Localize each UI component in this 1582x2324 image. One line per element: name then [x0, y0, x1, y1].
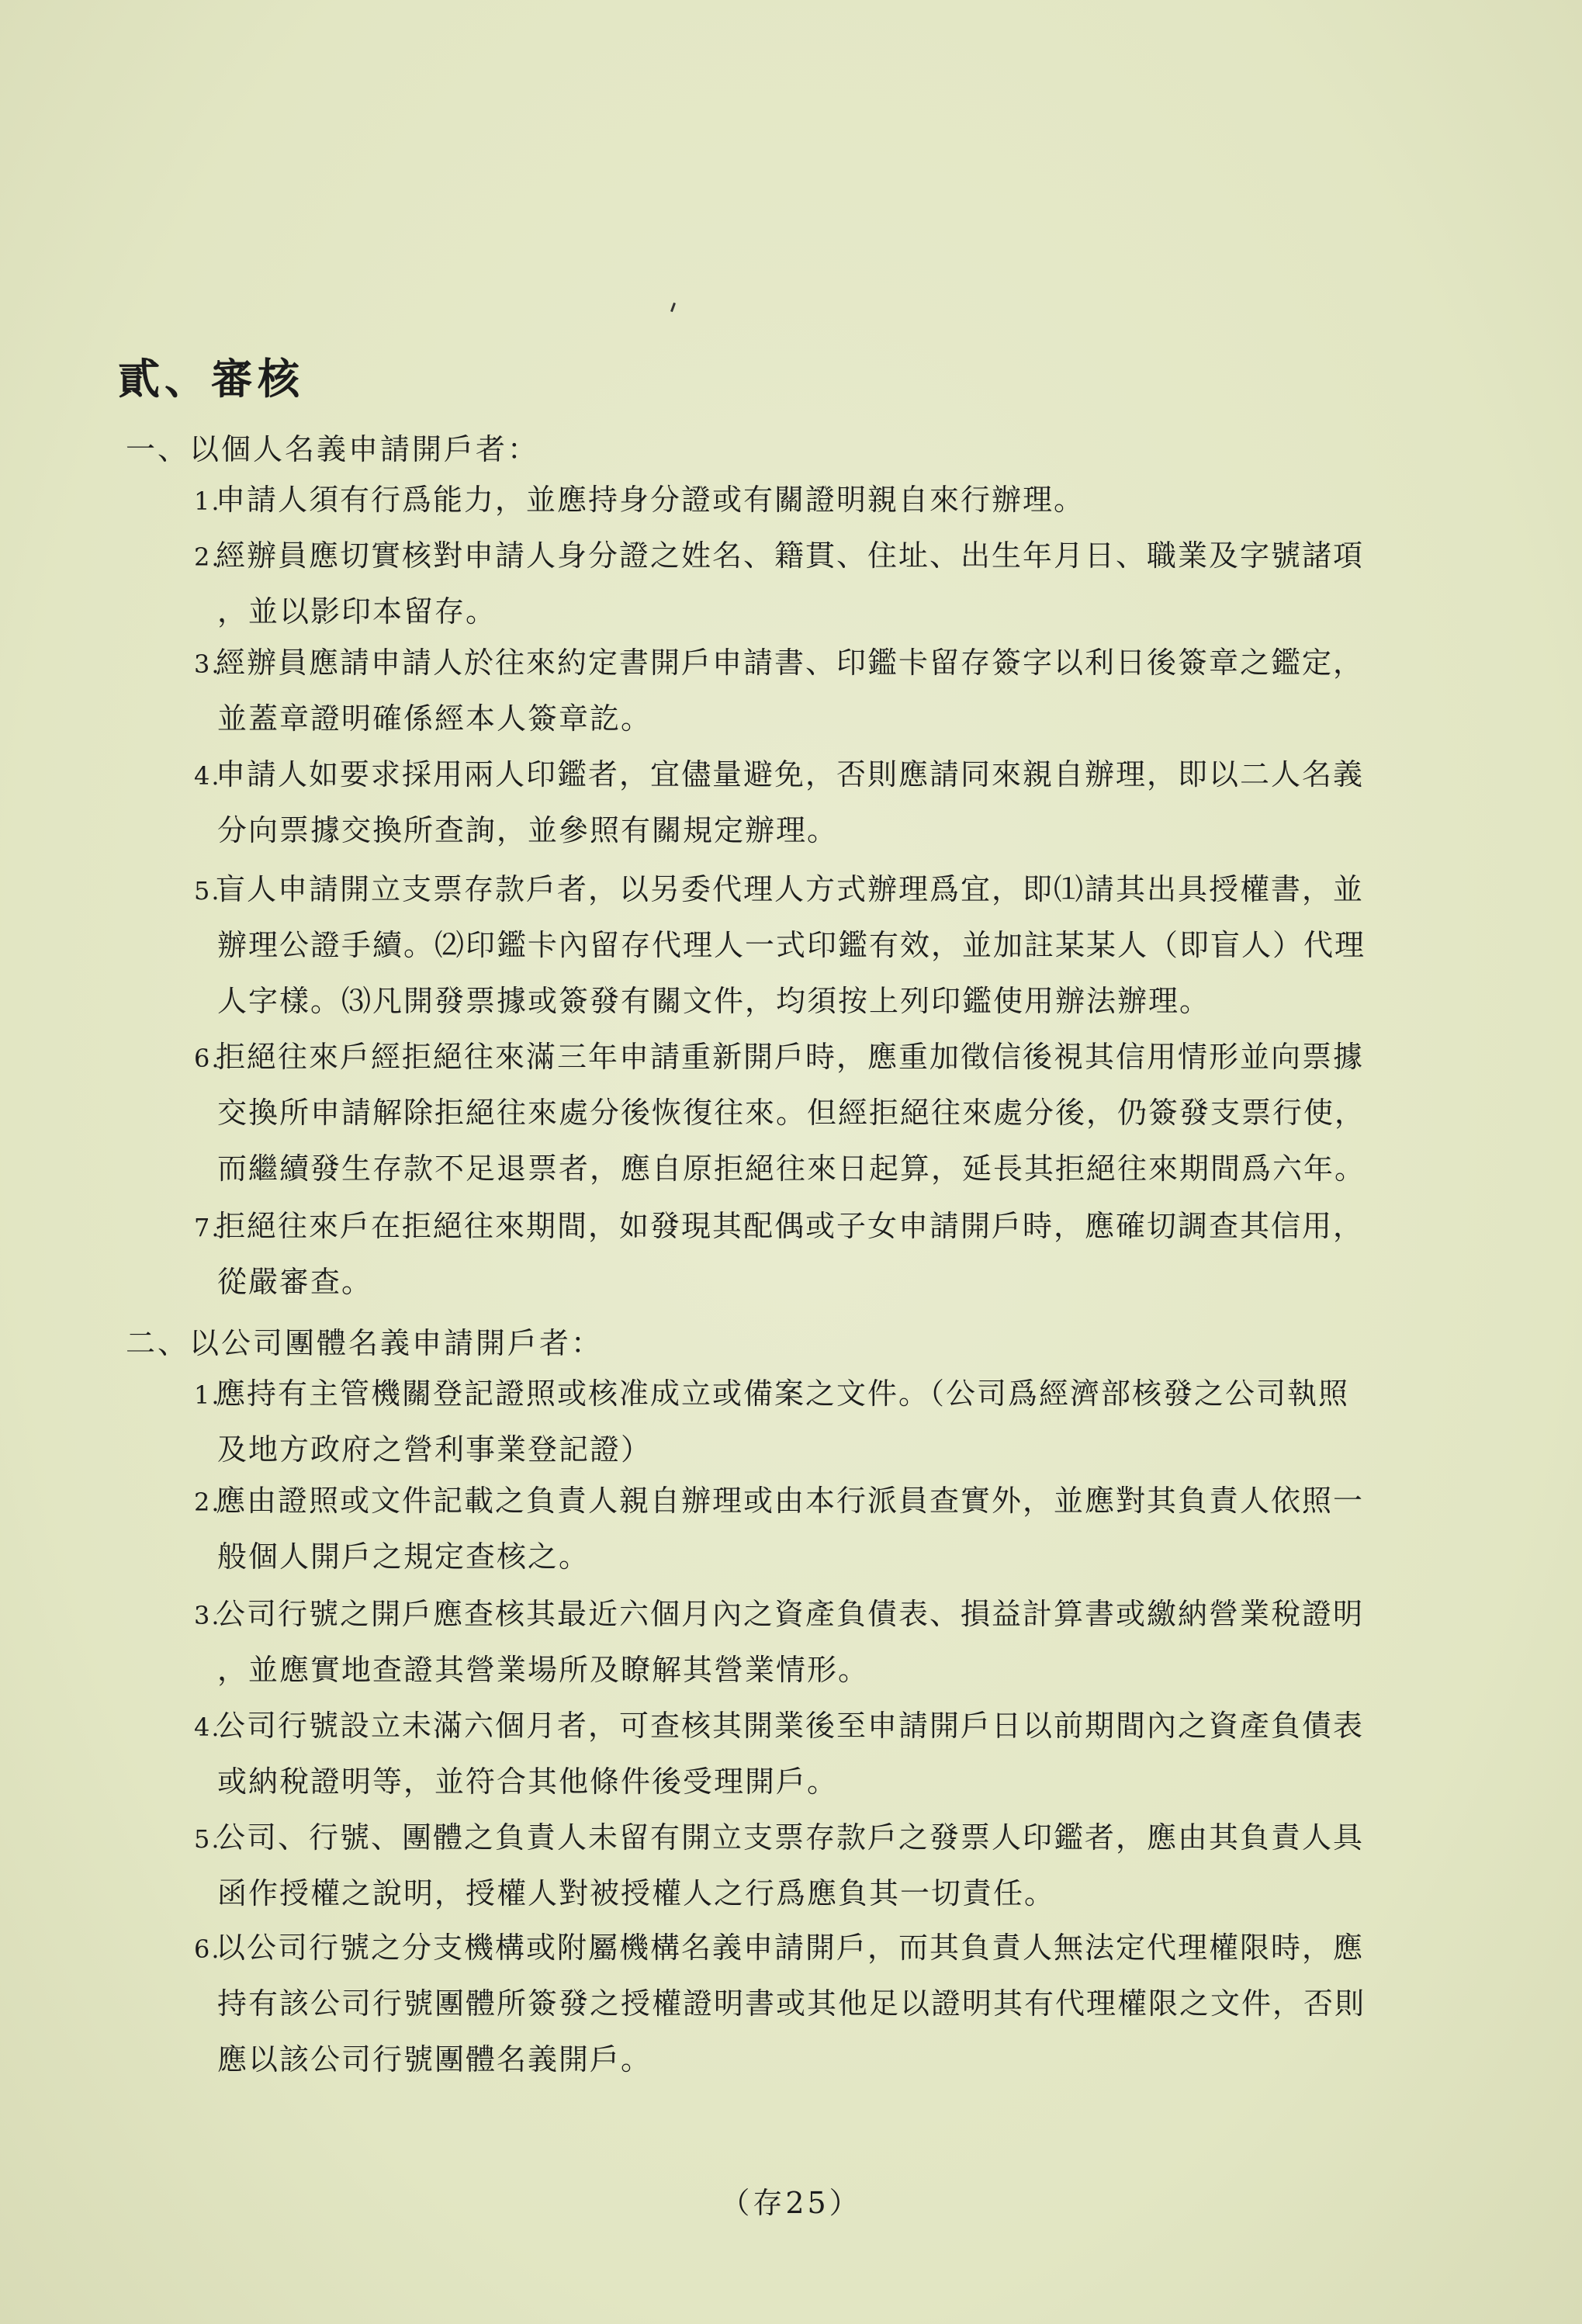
- item-number: 1.: [194, 1380, 221, 1410]
- list-item-line: [194, 1473, 1420, 1529]
- item-number: 6.: [194, 1934, 221, 1964]
- page-title: 貳、審核: [118, 355, 304, 403]
- section-1-item-4: [194, 746, 1420, 858]
- section-2-item-1: [194, 1366, 1420, 1477]
- list-item-line: [194, 635, 1420, 691]
- list-item-line: 或納稅證明等，並符合其他條件後受理開戶。: [217, 1765, 839, 1799]
- item-text: 申請人須有行爲能力，並應持身分證或有關證明親自來行辦理。: [216, 483, 1085, 517]
- list-item-line: 分向票據交換所查詢，並參照有關規定辦理。: [217, 813, 839, 847]
- section-2-item-4: [194, 1698, 1420, 1810]
- list-item-line: [194, 472, 1420, 528]
- item-text: 公司、行號、團體之負責人未留有開立支票存款戶之發票人印鑑者，應由其負責人具: [216, 1820, 1365, 1855]
- item-number: 4.: [194, 1713, 221, 1742]
- list-item-line: ，並應實地查證其營業場所及瞭解其營業情形。: [217, 1653, 870, 1687]
- section-1-item-1: [194, 472, 1420, 528]
- list-item-line: 持有該公司行號團體所簽發之授權證明書或其他足以證明其有代理權限之文件，否則: [217, 1986, 1366, 2021]
- item-text: 應由證照或文件記載之負責人親自辦理或由本行派員查實外，並應對其負責人依照一: [216, 1484, 1365, 1518]
- list-item-line: [194, 861, 1420, 917]
- list-item-line: [194, 1698, 1420, 1754]
- section-1-heading: 一、以個人名義申請開戶者：: [126, 432, 540, 466]
- section-1-item-6: [194, 1029, 1420, 1197]
- list-item-line: ，並以影印本留存。: [217, 594, 497, 629]
- item-text: 盲人申請開立支票存款戶者，以另委代理人方式辦理爲宜，即⑴請其出具授權書，並: [216, 872, 1365, 906]
- list-item-line: 從嚴審查。: [217, 1265, 373, 1299]
- section-2-item-3: [194, 1586, 1420, 1698]
- item-number: 6.: [194, 1044, 221, 1073]
- section-1-item-7: [194, 1198, 1420, 1310]
- list-item-line: 交換所申請解除拒絕往來處分後恢復往來。但經拒絕往來處分後，仍簽發支票行使，: [217, 1096, 1366, 1130]
- item-text: 拒絕往來戶在拒絕往來期間，如發現其配偶或子女申請開戶時，應確切調查其信用，: [216, 1209, 1365, 1243]
- item-number: 7.: [194, 1213, 221, 1242]
- list-item-line: [194, 746, 1420, 802]
- section-2-heading: 二、以公司團體名義申請開戶者：: [126, 1326, 604, 1360]
- item-text: 公司行號之開戶應查核其最近六個月內之資產負債表、損益計算書或繳納營業稅證明: [216, 1597, 1365, 1631]
- list-item-line: 及地方政府之營利事業登記證）: [217, 1432, 653, 1467]
- item-text: 經辦員應請申請人於往來約定書開戶申請書、印鑑卡留存簽字以利日後簽章之鑑定，: [216, 646, 1365, 680]
- list-item-line: 並蓋章證明確係經本人簽章訖。: [217, 701, 653, 736]
- ink-speck: [670, 303, 676, 312]
- page-number: （存25）: [720, 2186, 862, 2220]
- item-text: 經辦員應切實核對申請人身分證之姓名、籍貫、住址、出生年月日、職業及字號諸項: [216, 539, 1365, 573]
- section-1-item-3: [194, 635, 1420, 746]
- list-item-line: 般個人開戶之規定查核之。: [217, 1540, 590, 1574]
- list-item-line: [194, 1920, 1420, 1976]
- item-number: 3.: [194, 1601, 221, 1630]
- item-number: 5.: [194, 876, 221, 906]
- item-number: 5.: [194, 1824, 221, 1854]
- item-text: 公司行號設立未滿六個月者，可查核其開業後至申請開戶日以前期間內之資產負債表: [216, 1709, 1365, 1743]
- list-item-line: [194, 1198, 1420, 1254]
- list-item-line: 人字樣。⑶凡開發票據或簽發有關文件，均須按上列印鑑使用辦法辦理。: [217, 984, 1211, 1018]
- list-item-line: [194, 528, 1420, 584]
- item-text: 應持有主管機關登記證照或核准成立或備案之文件。（公司爲經濟部核發之公司執照: [216, 1377, 1350, 1411]
- item-number: 2.: [194, 542, 221, 572]
- section-1-item-5: [194, 861, 1420, 1029]
- list-item-line: 函作授權之說明，授權人對被授權人之行爲應負其一切責任。: [217, 1876, 1056, 1910]
- item-number: 2.: [194, 1488, 221, 1517]
- section-2-item-6: [194, 1920, 1420, 2087]
- list-item-line: [194, 1366, 1420, 1422]
- item-text: 以公司行號之分支機構或附屬機構名義申請開戶，而其負責人無法定代理權限時，應: [216, 1931, 1365, 1965]
- section-1-item-2: [194, 528, 1420, 639]
- item-text: 拒絕往來戶經拒絕往來滿三年申請重新開戶時，應重加徵信後視其信用情形並向票據: [216, 1040, 1365, 1074]
- list-item-line: [194, 1029, 1420, 1085]
- item-number: 3.: [194, 649, 221, 679]
- item-number: 4.: [194, 761, 221, 791]
- list-item-line: 而繼續發生存款不足退票者，應自原拒絕往來日起算，延長其拒絕往來期間爲六年。: [217, 1152, 1366, 1186]
- list-item-line: [194, 1586, 1420, 1642]
- section-2-item-2: [194, 1473, 1420, 1585]
- section-2-item-5: [194, 1810, 1420, 1921]
- list-item-line: [194, 1810, 1420, 1865]
- list-item-line: 辦理公證手續。⑵印鑑卡內留存代理人一式印鑑有效，並加註某某人（即盲人）代理: [217, 928, 1366, 962]
- item-number: 1.: [194, 487, 221, 516]
- item-text: 申請人如要求採用兩人印鑑者，宜儘量避免，否則應請同來親自辦理，即以二人名義: [216, 757, 1365, 791]
- list-item-line: 應以該公司行號團體名義開戶。: [217, 2042, 653, 2076]
